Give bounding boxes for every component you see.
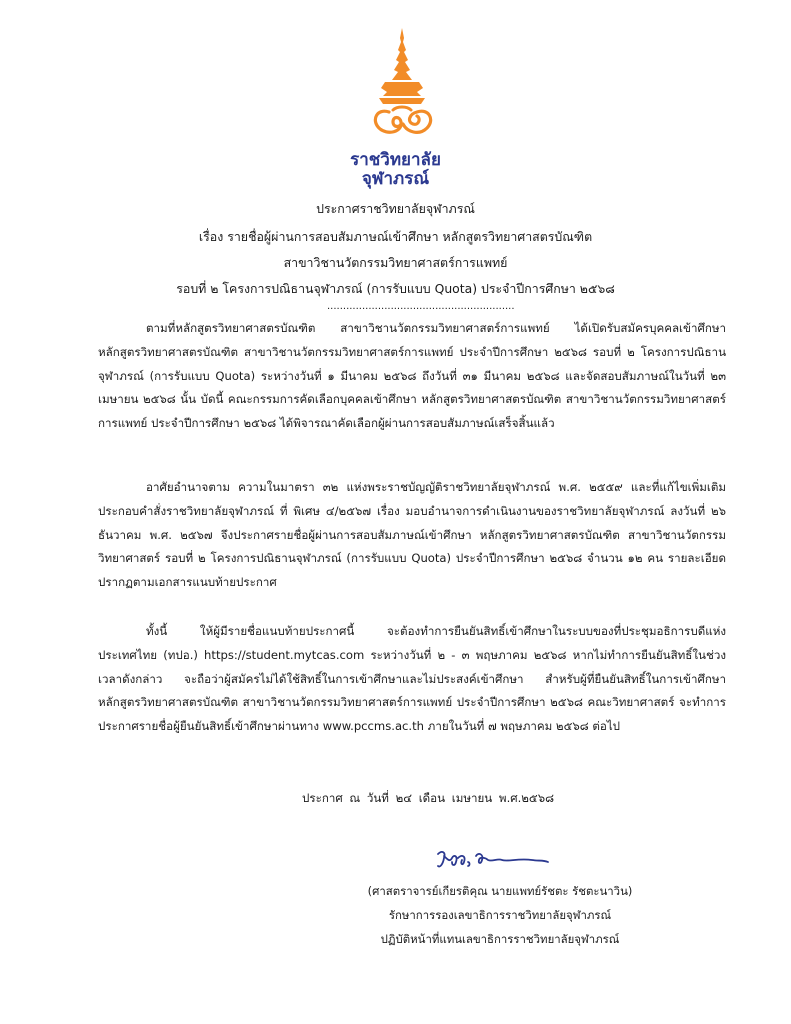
institution-name-line2: จุฬาภรณ์: [361, 169, 430, 189]
signer-name: (ศาสตราจารย์เกียรติคุณ นายแพทย์รัชตะ รัชตะนาวิน): [367, 884, 633, 898]
handwritten-signature-icon: [432, 848, 550, 872]
announcement-header: ประกาศราชวิทยาลัยจุฬาภรณ์: [316, 201, 475, 216]
announcement-date: ประกาศ ณ วันที่ ๒๔ เดือน เมษายน พ.ศ.๒๕๖๘: [302, 791, 555, 805]
program-name: สาขาวิชานวัตกรรมวิทยาศาสตร์การแพทย์: [283, 255, 508, 270]
signer-position-2: ปฏิบัติหน้าที่แทนเลขาธิการราชวิทยาลัยจุฬาภรณ์: [380, 932, 620, 946]
signer-position-1: รักษาการรองเลขาธิการราชวิทยาลัยจุฬาภรณ์: [388, 908, 612, 922]
institution-emblem-icon: [359, 28, 445, 140]
body-paragraph-2: อาศัยอำนาจตาม ความในมาตรา ๓๒ แห่งพระราชบัญญัติราชวิทยาลัยจุฬาภรณ์ พ.ศ. ๒๕๕๙ และที่แก้ไขเพิ่มเติม ประกอบคำสั่งราชวิทยาลัยจุฬาภรณ์ ที่ พิเศษ ๔/๒๕๖๗ เรื่อง มอบอำนาจการดำเนินงานของราชวิทยาลัยจุฬาภรณ์ ลงวันที่ ๒๖ ธันวาคม พ.ศ. ๒๕๖๗ จึงประกาศรายชื่อผู้ผ่านการสอบสัมภาษณ์เข้าศึกษา หลักสูตรวิทยาศาสตรบัณฑิต สาขาวิชานวัตกรรมวิทยาศาสตร์ รอบที่ ๒ โครงการปณิธานจุฬาภรณ์ (การรับแบบ Quota) ประจำปีการศึกษา ๒๕๖๘ จำนวน ๑๒ คน รายละเอียดปรากฏตามเอกสารแนบท้ายประกาศ: [98, 480, 726, 590]
header-divider: ...........................................................: [327, 301, 515, 312]
institution-name-line1: ราชวิทยาลัย: [350, 150, 441, 170]
body-paragraph-1: ตามที่หลักสูตรวิทยาศาสตรบัณฑิต สาขาวิชานวัตกรรมวิทยาศาสตร์การแพทย์ ได้เปิดรับสมัครบุคคลเข้าศึกษา หลักสูตรวิทยาศาสตรบัณฑิต สาขาวิชานวัตกรรมวิทยาศาสตร์การแพทย์ ประจำปีการศึกษา ๒๕๖๘ รอบที่ ๒ โครงการปณิธานจุฬาภรณ์ (การรับแบบ Quota) ระหว่างวันที่ ๑ มีนาคม ๒๕๖๘ ถึงวันที่ ๓๑ มีนาคม ๒๕๖๘ และจัดสอบสัมภาษณ์ในวันที่ ๒๓ เมษายน ๒๕๖๘ นั้น บัดนี้ คณะกรรมการคัดเลือกบุคคลเข้าศึกษา หลักสูตรวิทยาศาสตรบัณฑิต สาขาวิชานวัตกรรมวิทยาศาสตร์การแพทย์ ประจำปีการศึกษา ๒๕๖๘ ได้พิจารณาคัดเลือกผู้ผ่านการสอบสัมภาษณ์เสร็จสิ้นแล้ว: [98, 321, 726, 431]
announcement-subject: เรื่อง รายชื่อผู้ผ่านการสอบสัมภาษณ์เข้าศึกษา หลักสูตรวิทยาศาสตรบัณฑิต: [198, 229, 593, 244]
body-paragraph-3: ทั้งนี้ ให้ผู้มีรายชื่อแนบท้ายประกาศนี้ จะต้องทำการยืนยันสิทธิ์เข้าศึกษาในระบบของที่ประชุมอธิการบดีแห่งประเทศไทย (ทปอ.) https://student.mytcas.com ระหว่างวันที่ ๒ - ๓ พฤษภาคม ๒๕๖๘ หากไม่ทำการยืนยันสิทธิ์ในช่วงเวลาดังกล่าว จะถือว่าผู้สมัครไม่ได้ใช้สิทธิ์ในการเข้าศึกษาและไม่ประสงค์เข้าศึกษา สำหรับผู้ที่ยืนยันสิทธิ์ในการเข้าศึกษาหลักสูตรวิทยาศาสตรบัณฑิต สาขาวิชานวัตกรรมวิทยาศาสตร์การแพทย์ ประจำปีการศึกษา ๒๕๖๘ คณะวิทยาศาสตร์ จะทำการประกาศรายชื่อผู้ยืนยันสิทธิ์เข้าศึกษาผ่านทาง www.pccms.ac.th ภายในวันที่ ๗ พฤษภาคม ๒๕๖๘ ต่อไป: [98, 624, 726, 734]
round-info: รอบที่ ๒ โครงการปณิธานจุฬาภรณ์ (การรับแบบ Quota) ประจำปีการศึกษา ๒๕๖๘: [176, 281, 615, 296]
